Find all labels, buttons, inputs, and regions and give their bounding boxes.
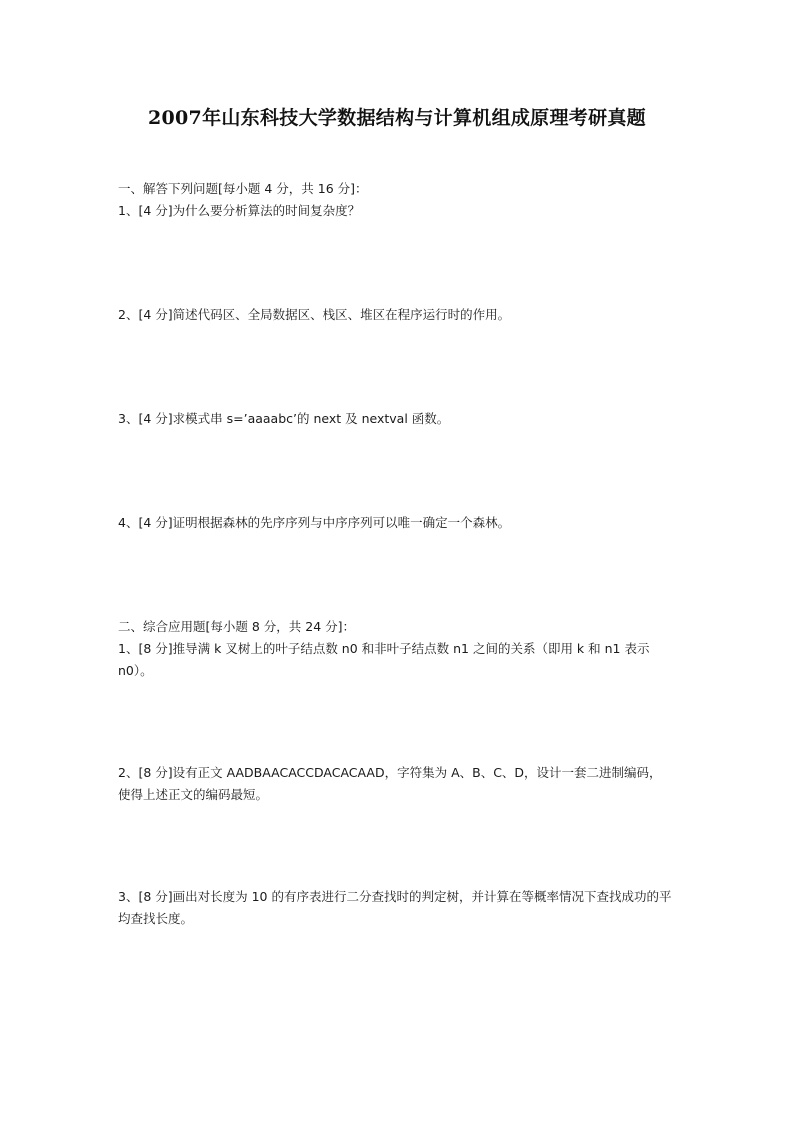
section-2-question-1: 1、[8 分]推导满 k 叉树上的叶子结点数 n0 和非叶子结点数 n1 之间的关系（即用 k 和 n1 表示 n0）。 <box>118 641 650 678</box>
section-1-question-4: 4、[4 分]证明根据森林的先序序列与中序序列可以唯一确定一个森林。 <box>118 515 511 530</box>
section-1-heading: 一、解答下列问题[每小题 4 分，共 16 分]： <box>118 181 368 196</box>
section-2-question-2: 2、[8 分]设有正文 AADBAACACCDACACAAD，字符集为 A、B、C、D，设计一套二进制编码，使得上述正文的编码最短。 <box>118 765 662 802</box>
section-2-question-3: 3、[8 分]画出对长度为 10 的有序表进行二分查找时的判定树，并计算在等概率情况下查找成功的平均查找长度。 <box>118 889 672 926</box>
section-2-heading: 二、综合应用题[每小题 8 分，共 24 分]： <box>118 619 356 634</box>
section-1-question-1: 1、[4 分]为什么要分析算法的时间复杂度？ <box>118 203 361 218</box>
section-1-question-2: 2、[4 分]简述代码区、全局数据区、栈区、堆区在程序运行时的作用。 <box>118 307 511 322</box>
section-1-question-3: 3、[4 分]求模式串 s=’aaaabc’的 next 及 nextval 函数。 <box>118 411 450 426</box>
document-title: 2007年山东科技大学数据结构与计算机组成原理考研真题 <box>148 107 646 129</box>
